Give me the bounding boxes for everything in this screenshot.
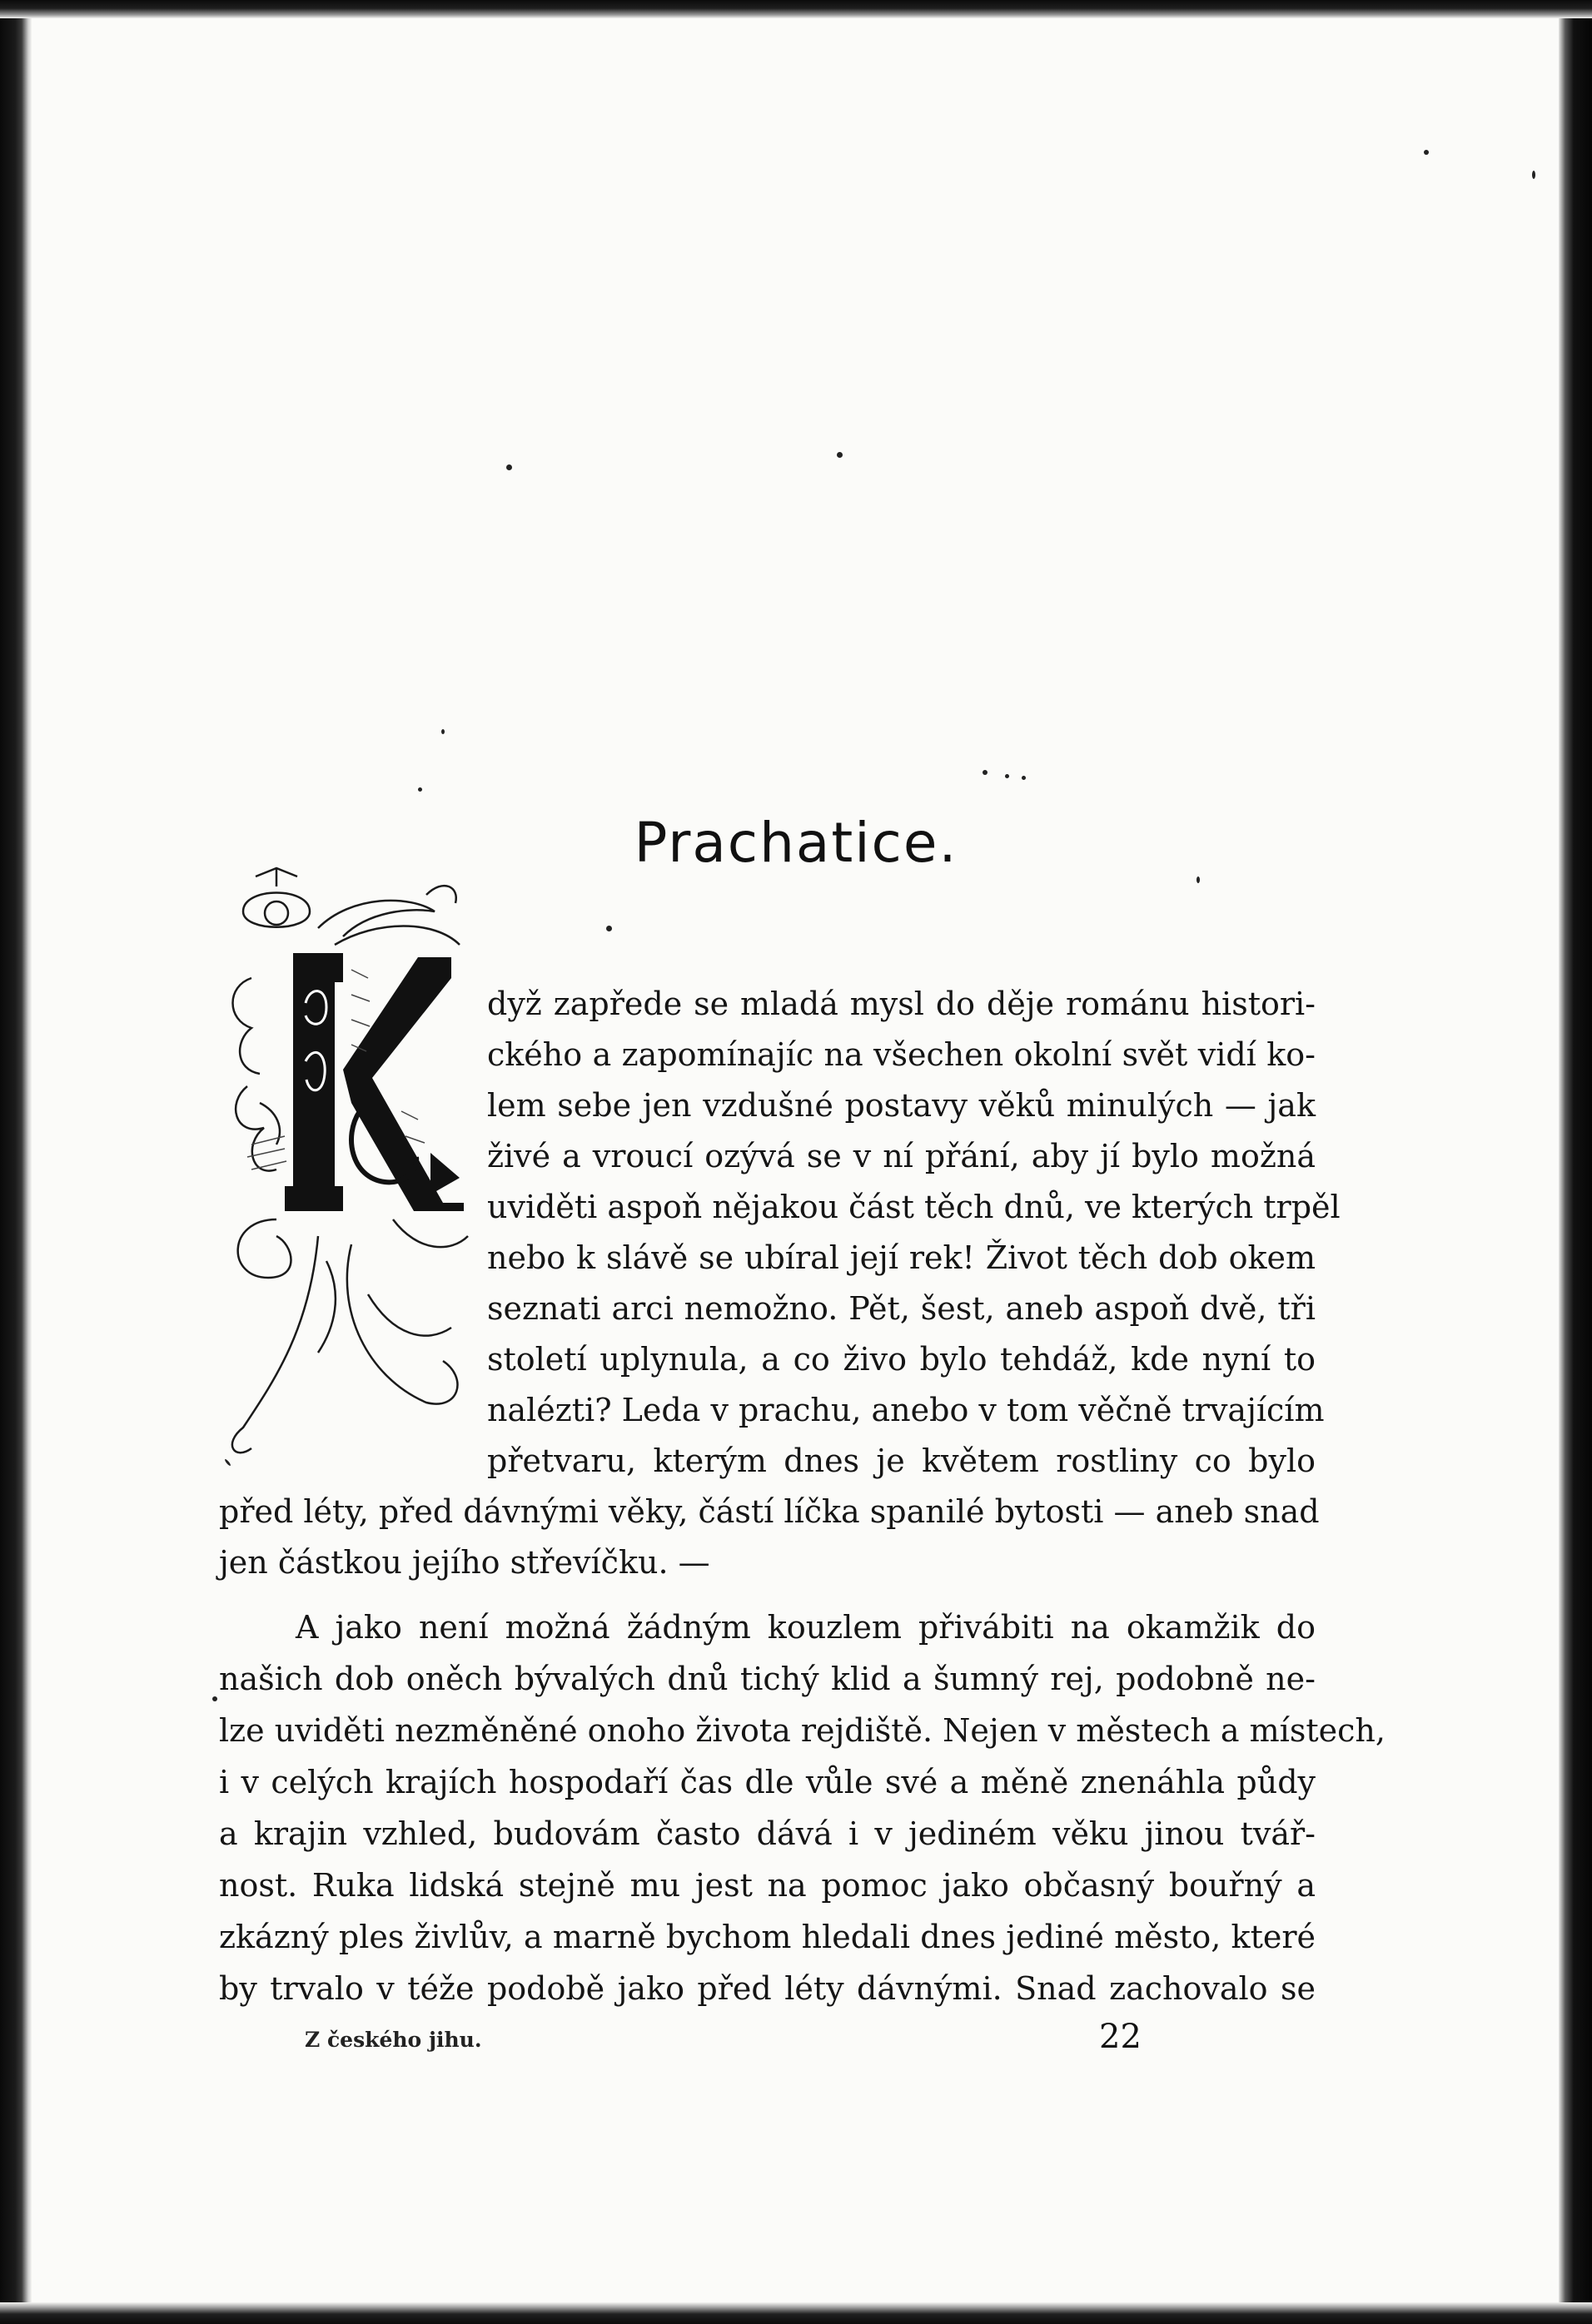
text-line: před léty, před dávnými věky, částí líčka spanilé bytosti — aneb snad — [219, 1493, 1320, 1530]
text-line: i v celých krajích hospodaří čas dle vůle své a měně znenáhla půdy — [219, 1764, 1316, 1800]
decorative-initial-k — [226, 862, 476, 1461]
scan-speck — [837, 452, 843, 458]
text-line: zkázný ples živlův, a marně bychom hledali dnes jediné město, které — [219, 1919, 1316, 1955]
ornament-flourish-top — [318, 901, 435, 936]
scan-speck — [606, 926, 612, 931]
text-line: jen částkou jejího střevíčku. — — [219, 1544, 710, 1581]
text-line: dyž zapřede se mladá mysl do děje románu histori- — [487, 986, 1316, 1022]
page-number: 22 — [1099, 2018, 1142, 2056]
scan-speck — [441, 729, 445, 734]
scan-speck — [1005, 774, 1009, 778]
scan-edge-top — [0, 0, 1592, 18]
text-line: by trvalo v téže podobě jako před léty dávnými. Snad zachovalo se — [219, 1970, 1316, 2007]
ornament-leaf-left — [233, 978, 261, 1074]
scan-edge-right — [1559, 0, 1592, 2324]
text-line: nebo k slávě se ubíral její rek! Život těch dob okem — [487, 1239, 1316, 1276]
ornament-crown — [243, 893, 310, 927]
scan-edge-left — [0, 0, 32, 2324]
ornament-swirl-left — [238, 1219, 291, 1278]
text-line: uviděti aspoň nějakou část těch dnů, ve kterých trpěl — [487, 1189, 1341, 1225]
scan-speck — [418, 787, 422, 792]
text-line: lze uviděti nezměněné onoho života rejdiště. Nejen v městech a místech, — [219, 1712, 1386, 1749]
text-line: našich dob oněch bývalých dnů tichý klid a šumný rej, podobně ne- — [219, 1661, 1316, 1697]
text-line: A jako není možná žádným kouzlem přivábiti na okamžik do — [296, 1609, 1316, 1646]
text-line: nalézti? Leda v prachu, anebo v tom věčně trvajícím — [487, 1392, 1325, 1428]
text-line: nost. Ruka lidská stejně mu jest na pomoc jako občasný bouřný a — [219, 1867, 1316, 1904]
text-line: živé a vroucí ozývá se v ní přání, aby jí bylo možná — [487, 1138, 1316, 1174]
scan-speck — [1424, 150, 1429, 155]
scan-speck — [212, 1696, 217, 1701]
ornament-swirl-right — [347, 1244, 458, 1404]
page-title: Prachatice. — [634, 811, 958, 876]
scan-speck — [506, 464, 512, 470]
text-line: lem sebe jen vzdušné postavy věků minulých — jak — [487, 1087, 1316, 1124]
text-line: a krajin vzhled, budovám často dává i v jediném věku jinou tvář- — [219, 1815, 1316, 1852]
scan-speck — [1532, 171, 1535, 179]
initial-letter-glyph — [285, 953, 464, 1211]
ornament-crown-circle — [265, 901, 288, 925]
text-line: ckého a zapomínajíc na všechen okolní svět vidí ko- — [487, 1036, 1316, 1073]
scan-speck — [1022, 776, 1026, 780]
text-line: století uplynula, a co živo bylo tehdáž, kde nyní to — [487, 1341, 1316, 1378]
footer-signature: Z českého jihu. — [305, 2028, 482, 2052]
text-line: přetvaru, kterým dnes je květem rostliny co bylo — [487, 1443, 1316, 1479]
scan-edge-bottom — [0, 2302, 1592, 2324]
scan-speck — [1196, 876, 1200, 883]
scan-speck — [983, 770, 988, 775]
text-line: seznati arci nemožno. Pět, šest, aneb aspoň dvě, tři — [487, 1290, 1316, 1327]
